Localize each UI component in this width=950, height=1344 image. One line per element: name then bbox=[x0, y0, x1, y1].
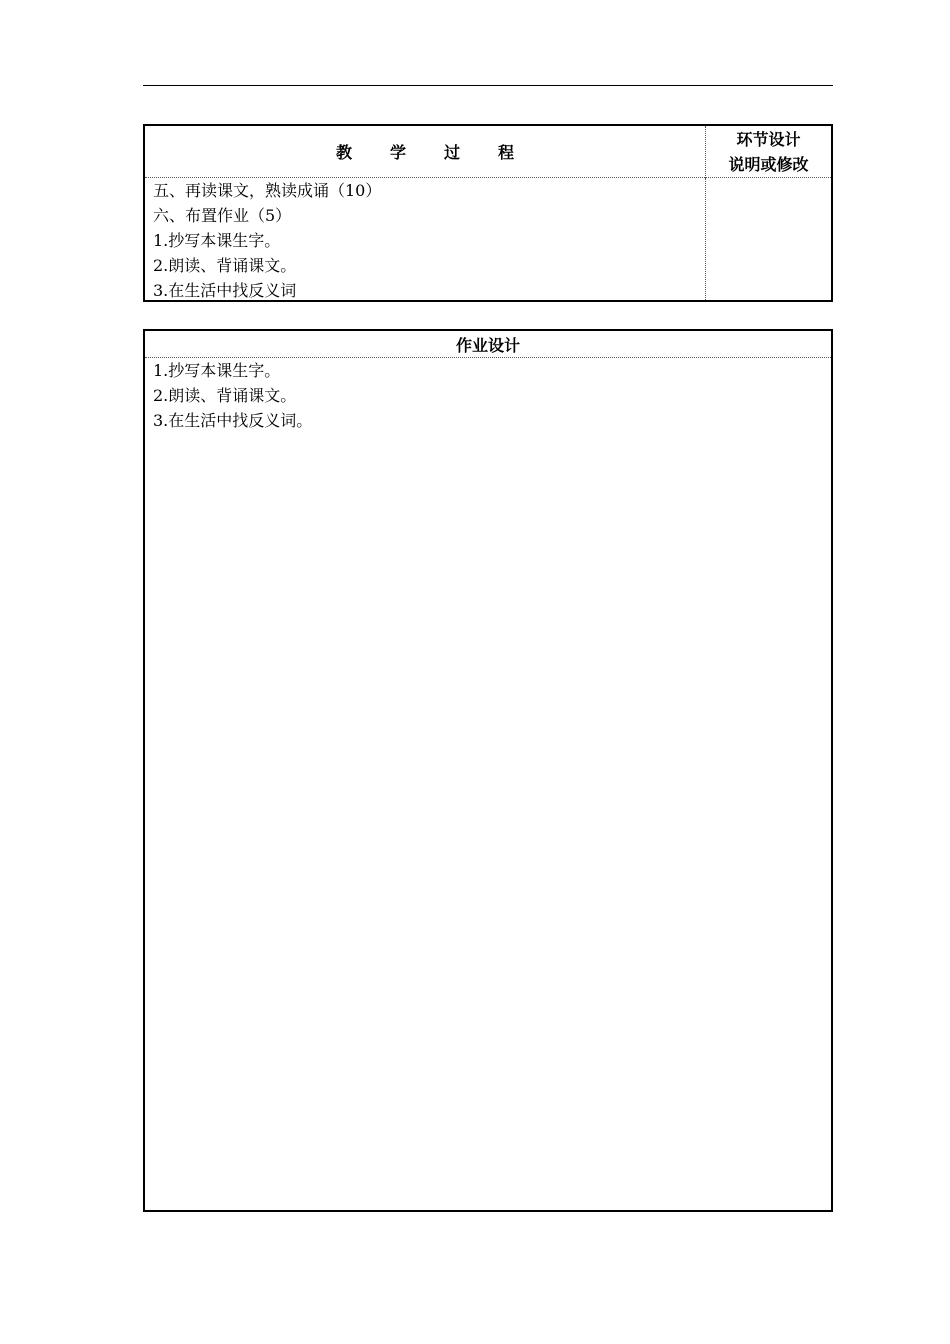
stage-design-header-line1: 环节设计 bbox=[736, 129, 801, 149]
teaching-process-table bbox=[143, 124, 833, 302]
stage-design-header-line2: 说明或修改 bbox=[728, 154, 809, 174]
homework-design-header bbox=[145, 331, 831, 358]
process-line: 2.朗读、背诵课文。 bbox=[153, 256, 297, 275]
homework-design-content bbox=[145, 358, 831, 433]
homework-line: 1.抄写本课生字。 bbox=[153, 361, 281, 380]
teaching-process-header bbox=[145, 126, 705, 178]
homework-line: 2.朗读、背诵课文。 bbox=[153, 386, 297, 405]
process-line: 六、布置作业（5） bbox=[153, 206, 292, 225]
homework-design-table bbox=[143, 329, 833, 1212]
page-header-rule bbox=[143, 85, 833, 86]
homework-design-header-label: 作业设计 bbox=[455, 335, 520, 355]
homework-line: 3.在生活中找反义词。 bbox=[153, 411, 313, 430]
stage-design-notes-cell bbox=[705, 178, 831, 300]
teaching-process-content bbox=[145, 178, 705, 300]
process-line: 1.抄写本课生字。 bbox=[153, 231, 281, 250]
stage-design-header bbox=[705, 126, 831, 178]
teaching-process-header-label: 教学过程 bbox=[335, 143, 552, 162]
process-line: 3.在生活中找反义词 bbox=[153, 281, 297, 300]
process-line: 五、再读课文，熟读成诵（10） bbox=[153, 181, 382, 200]
